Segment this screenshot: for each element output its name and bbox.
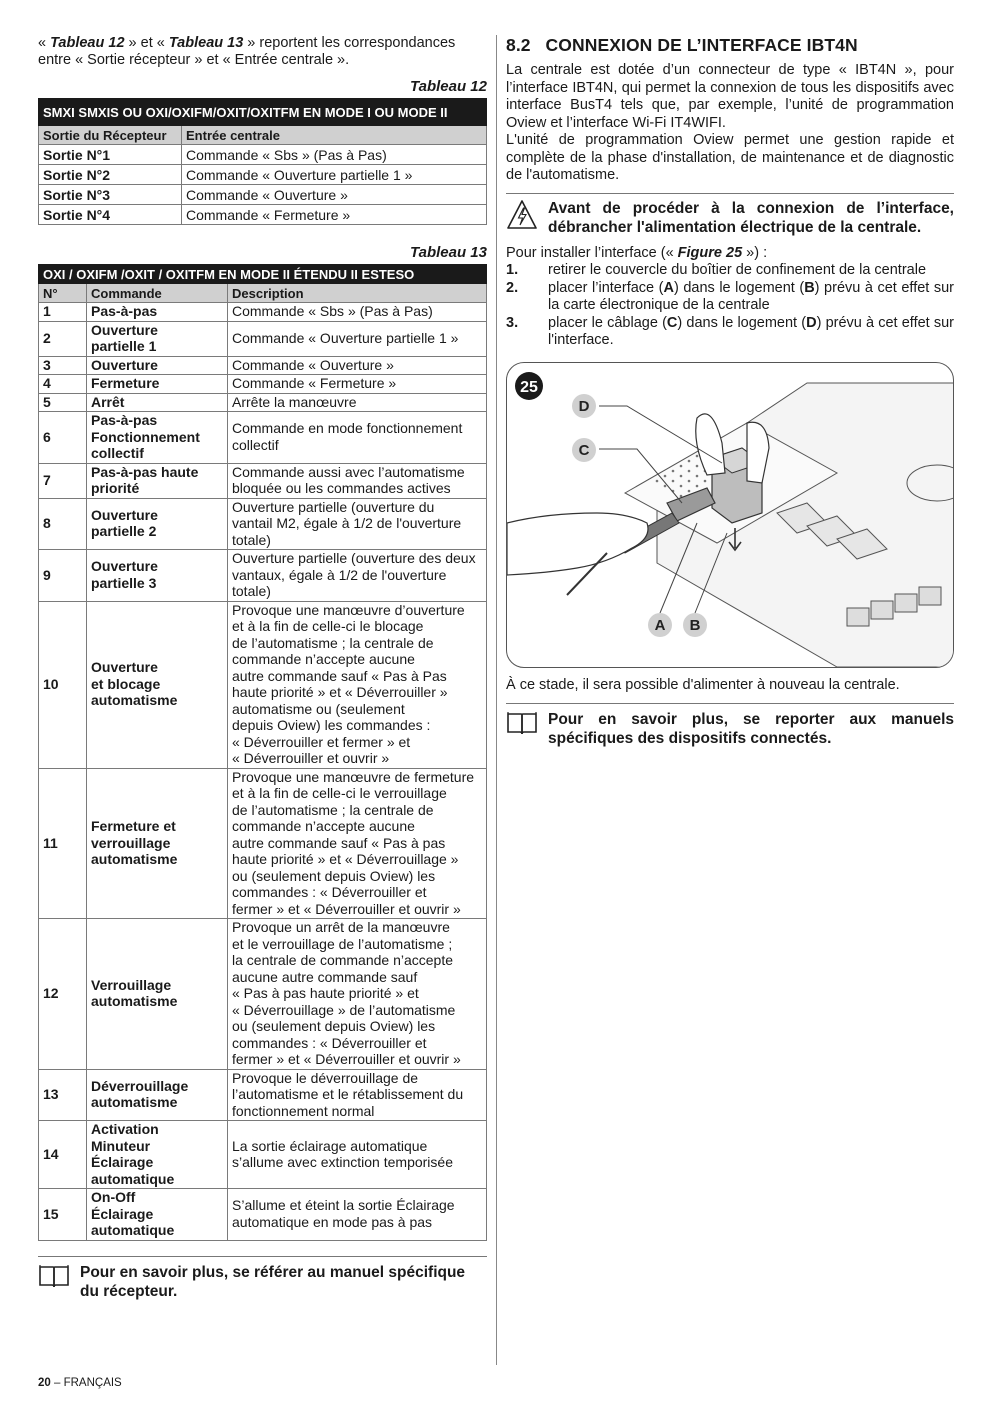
row-number-cell: 5 — [39, 393, 87, 412]
callout-a: A — [654, 616, 666, 634]
install-step — [506, 280, 954, 315]
row-number-cell: 6 — [39, 412, 87, 464]
command-cell: Ouverture partielle 2 — [87, 498, 228, 550]
manual-book-icon — [38, 1263, 70, 1289]
table13-row — [39, 768, 487, 919]
table13-row — [39, 601, 487, 768]
column-divider — [496, 35, 497, 1365]
intro-paragraph: « Tableau 12 » et « Tableau 13 » reportent les correspondances entre « Sortie récepteur » et « Entrée centrale ». — [38, 35, 456, 68]
row-number-cell: 15 — [39, 1189, 87, 1241]
footer-language: – FRANÇAIS — [50, 1377, 122, 1389]
step-number: 1. — [506, 262, 519, 278]
receiver-output-cell: Sortie N°1 — [39, 145, 182, 165]
receiver-note-text: Pour en savoir plus, se référer au manuel spécifique du récepteur. — [80, 1263, 466, 1300]
section-heading: 8.2 CONNEXION DE L’INTERFACE IBT4N — [506, 35, 858, 55]
row-number-cell: 12 — [39, 919, 87, 1070]
table13-row — [39, 1189, 487, 1241]
description-cell: Provoque un arrêt de la manœuvre et le verrouillage de l’automatisme ; la centrale de commande n’accepte aucune autre commande sauf « Pas à pas haute priorité » et « Déverrouillage » de l’automatisme ou (seulement depuis Oview) les commandes : « Déverrouiller et fermer » et « Déverrouiller et ouvrir » — [228, 919, 487, 1070]
description-cell: Provoque une manœuvre d’ouverture et à la fin de celle-ci le blocage de l’automatisme ; la centrale de commande n’accepte aucune autre commande sauf « Pas à Pas haute priorité » et « Déverrouiller » automatisme ou (seulement depuis Oview) les commandes : « Déverrouiller et fermer » et « Déverrouiller et ouvrir » — [228, 601, 487, 768]
description-cell: Commande « Sbs » (Pas à Pas) — [228, 303, 487, 322]
table13-row — [39, 463, 487, 498]
receiver-output-cell: Sortie N°3 — [39, 185, 182, 205]
table13-row — [39, 1121, 487, 1189]
receiver-output-cell: Sortie N°2 — [39, 165, 182, 185]
central-input-cell: Commande « Sbs » (Pas à Pas) — [182, 145, 487, 165]
row-number-cell: 9 — [39, 550, 87, 602]
warning-box — [506, 193, 954, 237]
step-number: 2. — [506, 279, 519, 296]
install-step — [506, 262, 954, 280]
table12-row — [39, 185, 487, 205]
command-cell: Verrouillage automatisme — [87, 919, 228, 1070]
row-number-cell: 10 — [39, 601, 87, 768]
electric-warning-icon — [506, 199, 538, 231]
table13-row — [39, 356, 487, 375]
table13-row — [39, 303, 487, 322]
table12-header: Entrée centrale — [182, 126, 487, 145]
command-cell: On-Off Éclairage automatique — [87, 1189, 228, 1241]
command-cell: Ouverture partielle 3 — [87, 550, 228, 602]
figure-25 — [506, 362, 954, 668]
row-number-cell: 13 — [39, 1069, 87, 1121]
description-cell: S’allume et éteint la sortie Éclairage automatique en mode pas à pas — [228, 1189, 487, 1241]
after-figure-text: À ce stade, il sera possible d'alimenter à nouveau la centrale. — [506, 676, 900, 693]
install-steps — [506, 262, 954, 350]
command-cell: Activation Minuteur Éclairage automatique — [87, 1121, 228, 1189]
table13-header: N° — [39, 284, 87, 303]
table13-row — [39, 393, 487, 412]
left-column — [38, 35, 487, 1301]
command-cell: Ouverture partielle 1 — [87, 321, 228, 356]
table-12 — [38, 98, 487, 225]
row-number-cell: 14 — [39, 1121, 87, 1189]
table13-header: Description — [228, 284, 487, 303]
row-number-cell: 4 — [39, 375, 87, 394]
table12-row — [39, 165, 487, 185]
table12-label: Tableau 12 — [410, 78, 487, 95]
description-cell: Commande « Fermeture » — [228, 375, 487, 394]
description-cell: Provoque une manœuvre de fermeture et à la fin de celle-ci le verrouillage de l’automatisme ; la centrale de commande n’accepte aucune autre commande sauf « Pas à pas haute priorité » et « Déverrouillage » ou (seulement depuis Oview) les commandes : « Déverrouiller et fermer » et « Déverrouiller et ouvrir » — [228, 768, 487, 919]
receiver-output-cell: Sortie N°4 — [39, 205, 182, 225]
table13-row — [39, 550, 487, 602]
intro-body: La centrale est dotée d’un connecteur de type « IBT4N », pour l’interface IBT4N, qui permet la connexion de tous les dispositifs avec interface BusT4 tels que, par exemple, l’unité de programmation Oview et l’interface Wi-Fi IT4WIFI. — [506, 62, 954, 131]
page-footer — [38, 1377, 122, 1389]
description-cell: Ouverture partielle (ouverture du vantail M2, égale à 1/2 de l'ouverture totale) — [228, 498, 487, 550]
row-number-cell: 2 — [39, 321, 87, 356]
row-number-cell: 8 — [39, 498, 87, 550]
table13-row — [39, 498, 487, 550]
description-cell: Ouverture partielle (ouverture des deux vantaux, égale à 1/2 de l'ouverture totale) — [228, 550, 487, 602]
command-cell: Ouverture et blocage automatisme — [87, 601, 228, 768]
warning-text: Avant de procéder à la connexion de l’interface, débrancher l'alimentation électrique de la centrale. — [548, 199, 954, 236]
command-cell: Arrêt — [87, 393, 228, 412]
table13-label: Tableau 13 — [410, 244, 487, 261]
table13-title: OXI / OXIFM /OXIT / OXITFM EN MODE II ÉTENDU II ESTESO — [39, 265, 487, 284]
table13-row — [39, 321, 487, 356]
step-text: placer le câblage (C) dans le logement (D) prévu à cet effet sur l'interface. — [548, 314, 954, 348]
table12-header: Sortie du Récepteur — [39, 126, 182, 145]
figure-number: 25 — [520, 378, 538, 396]
table13-row — [39, 375, 487, 394]
step-number: 3. — [506, 314, 519, 331]
row-number-cell: 11 — [39, 768, 87, 919]
step-text: placer l’interface (A) dans le logement (B) prévu à cet effet sur la carte électronique de la centrale — [548, 279, 955, 313]
description-cell: Commande aussi avec l’automatisme bloquée ou les commandes actives — [228, 463, 487, 498]
command-cell: Fermeture et verrouillage automatisme — [87, 768, 228, 919]
step-text: retirer le couvercle du boîtier de confinement de la centrale — [548, 262, 927, 278]
callout-d: D — [578, 397, 590, 415]
table12-row — [39, 145, 487, 165]
description-cell: Commande « Ouverture » — [228, 356, 487, 375]
receiver-note — [38, 1256, 487, 1301]
description-cell: Commande en mode fonctionnement collectif — [228, 412, 487, 464]
install-intro: Pour installer l’interface (« Figure 25 ») : — [506, 244, 768, 261]
interface-illustration — [507, 363, 954, 667]
command-cell: Pas-à-pas Fonctionnement collectif — [87, 412, 228, 464]
devices-note — [506, 703, 954, 748]
right-column — [506, 35, 954, 748]
callout-c: C — [578, 441, 590, 459]
devices-note-text: Pour en savoir plus, se reporter aux manuels spécifiques des dispositifs connectés. — [548, 711, 954, 747]
central-input-cell: Commande « Ouverture partielle 1 » — [182, 165, 487, 185]
table13-row — [39, 1069, 487, 1121]
table13-row — [39, 919, 487, 1070]
callout-b: B — [689, 616, 701, 634]
central-input-cell: Commande « Fermeture » — [182, 205, 487, 225]
command-cell: Pas-à-pas haute priorité — [87, 463, 228, 498]
table13-header: Commande — [87, 284, 228, 303]
manual-book-icon — [506, 710, 538, 736]
command-cell: Pas-à-pas — [87, 303, 228, 322]
table13-row — [39, 412, 487, 464]
install-step — [506, 315, 954, 350]
row-number-cell: 7 — [39, 463, 87, 498]
description-cell: Commande « Ouverture partielle 1 » — [228, 321, 487, 356]
command-cell: Déverrouillage automatisme — [87, 1069, 228, 1121]
table12-row — [39, 205, 487, 225]
row-number-cell: 3 — [39, 356, 87, 375]
description-cell: La sortie éclairage automatique s’allume avec extinction temporisée — [228, 1121, 487, 1189]
command-cell: Ouverture — [87, 356, 228, 375]
description-cell: Arrête la manœuvre — [228, 393, 487, 412]
central-input-cell: Commande « Ouverture » — [182, 185, 487, 205]
table-13 — [38, 264, 487, 1241]
row-number-cell: 1 — [39, 303, 87, 322]
page-number: 20 — [38, 1377, 51, 1389]
description-cell: Provoque le déverrouillage de l’automatisme et le rétablissement du fonctionnement normal — [228, 1069, 487, 1121]
table12-title: SMXI SMXIS OU OXI/OXIFM/OXIT/OXITFM EN MODE I OU MODE II — [39, 99, 487, 126]
oview-body: L'unité de programmation Oview permet une gestion rapide et complète de la phase d'installation, de maintenance et de diagnostic de l'automatisme. — [506, 132, 954, 183]
command-cell: Fermeture — [87, 375, 228, 394]
